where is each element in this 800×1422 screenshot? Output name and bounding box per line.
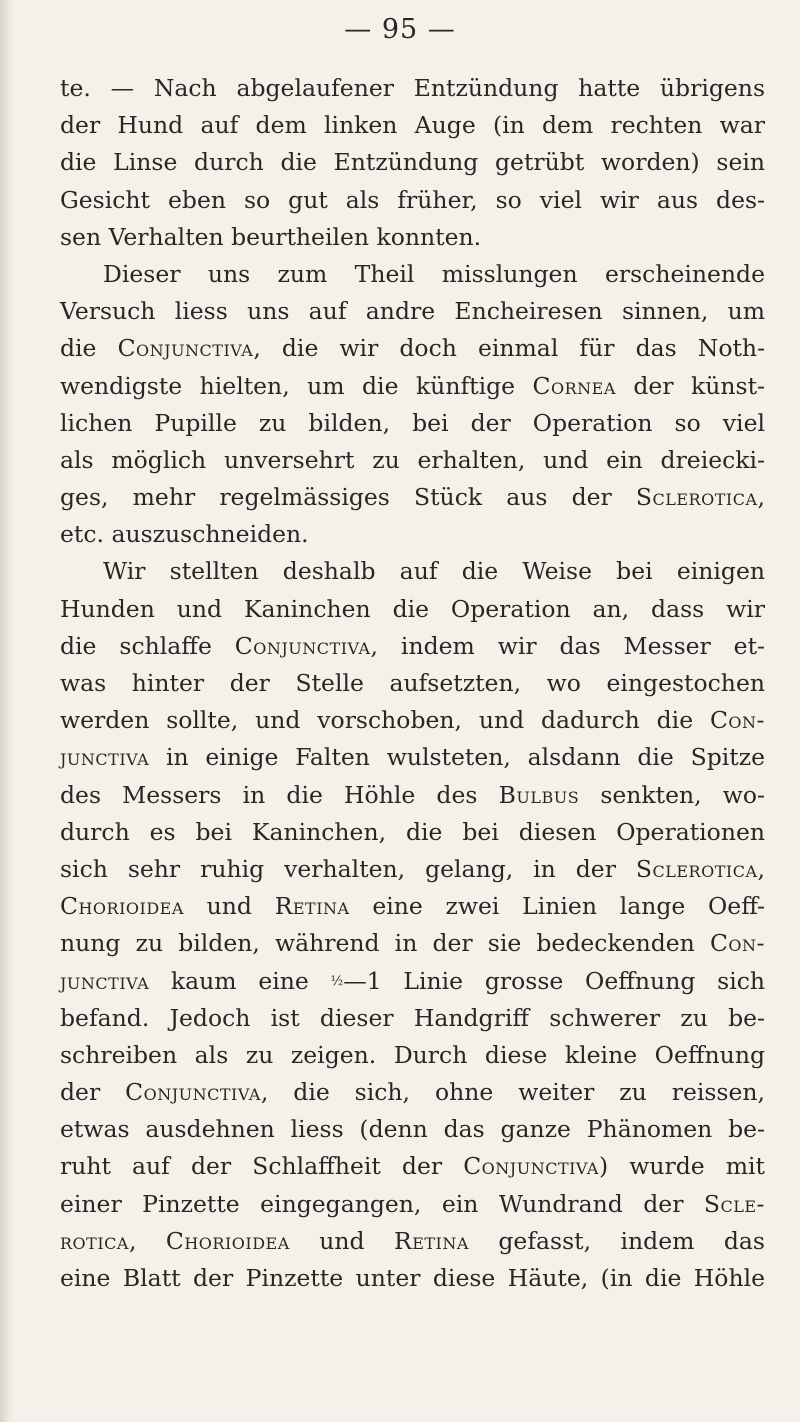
anatomical-term: Cornea (532, 371, 616, 400)
page-number: — 95 — (344, 14, 456, 45)
text-line (60, 628, 765, 665)
anatomical-term: Sclerotica (635, 854, 758, 883)
text-run: wendigste hielten, um die künftige (60, 371, 533, 400)
anatomical-term: Conjunctiva (234, 631, 371, 660)
text-run: Gesicht eben so gut als früher, so viel wir aus des- (60, 185, 765, 214)
text-line (60, 516, 765, 553)
text-run: Hunden und Kaninchen die Operation an, dass wir (60, 594, 765, 623)
text-line (60, 851, 765, 888)
text-run: —1 Linie grosse Oeffnung sich (343, 966, 765, 995)
text-run: , die wir doch einmal für das Noth- (253, 334, 766, 363)
text-run: in einige Falten wulsteten, alsdann die Spitze (149, 743, 765, 772)
text-line (60, 1037, 765, 1074)
text-run: Wir stellten deshalb auf die Weise bei einigen (103, 557, 765, 586)
anatomical-term: Con- (709, 929, 765, 958)
text-run: eine zwei Linien lange Oeff- (349, 892, 765, 921)
text-run: die (60, 334, 118, 363)
text-run: senkten, wo- (579, 780, 765, 809)
text-line (60, 1074, 765, 1111)
page-gutter-shadow (0, 0, 14, 1422)
text-run: kaum eine (149, 966, 331, 995)
anatomical-term: junctiva (60, 966, 150, 995)
text-run: des Messers in die Höhle des (60, 780, 499, 809)
text-run: lichen Pupille zu bilden, bei der Operation so viel (60, 408, 765, 437)
text-run: , die sich, ohne weiter zu reissen, (260, 1078, 766, 1107)
text-run: eine Blatt der Pinzette unter diese Häute, (in die Höhle (60, 1264, 765, 1292)
anatomical-term: Chorioidea (60, 892, 184, 921)
text-line (60, 553, 765, 590)
text-run: die Linse durch die Entzündung getrübt worden) sein (60, 148, 765, 177)
text-line (60, 330, 765, 367)
text-line (60, 591, 765, 628)
anatomical-term: Retina (394, 1226, 469, 1255)
text-run: einer Pinzette eingegangen, ein Wundrand der (60, 1189, 704, 1218)
text-line (60, 702, 765, 739)
text-line (60, 665, 765, 702)
text-line (60, 925, 765, 962)
text-run: nung zu bilden, während in der sie bedeckenden (60, 929, 710, 958)
text-run: , indem wir das Messer et- (370, 631, 765, 660)
anatomical-term: junctiva (60, 743, 150, 772)
text-run: sen Verhalten beurtheilen konnten. (60, 222, 482, 251)
anatomical-term: Bulbus (498, 780, 580, 809)
text-run: und (183, 892, 275, 921)
text-run: Dieser uns zum Theil misslungen erscheinende (103, 259, 765, 288)
text-line (60, 293, 765, 330)
anatomical-term: Sclerotica (635, 483, 758, 512)
anatomical-term: Conjunctiva (463, 1152, 599, 1181)
text-line (60, 70, 765, 107)
text-line (60, 144, 765, 181)
text-line (60, 1111, 765, 1148)
text-run: , (757, 854, 765, 883)
text-line (60, 219, 765, 256)
text-line (60, 256, 765, 293)
text-run: gefasst, indem das (468, 1226, 765, 1255)
text-run: te. — Nach abgelaufener Entzündung hatte übrigens (60, 74, 765, 102)
text-run: der Hund auf dem linken Auge (in dem rechten war (60, 111, 765, 140)
text-line (60, 963, 765, 1000)
text-run: Versuch liess uns auf andre Encheiresen sinnen, um (60, 297, 765, 326)
anatomical-term: Retina (274, 892, 350, 921)
body-text (60, 70, 765, 1297)
text-run: was hinter der Stelle aufsetzten, wo eingestochen (60, 669, 765, 697)
text-line (60, 479, 765, 516)
text-run: ) wurde mit (598, 1152, 765, 1181)
text-line (60, 739, 765, 776)
text-run: , (128, 1226, 166, 1255)
text-run: ges, mehr regelmässiges Stück aus der (60, 483, 636, 512)
text-run: etc. auszuschneiden. (60, 520, 309, 549)
anatomical-term: Conjunctiva (117, 334, 254, 363)
text-line (60, 182, 765, 219)
text-run: der (60, 1078, 126, 1107)
text-line (60, 368, 765, 405)
text-line (60, 442, 765, 479)
anatomical-term: Conjunctiva (125, 1078, 261, 1107)
text-line (60, 1186, 765, 1223)
text-line (60, 405, 765, 442)
anatomical-term: Chorioidea (165, 1226, 290, 1255)
text-run: schreiben als zu zeigen. Durch diese kleine Oeffnung (60, 1040, 765, 1069)
text-run: werden sollte, und vorschoben, und dadurch die (60, 706, 710, 735)
text-line (60, 814, 765, 851)
text-run: der künst- (615, 371, 765, 400)
anatomical-term: rotica (60, 1226, 129, 1255)
text-run: durch es bei Kaninchen, die bei diesen Operationen (60, 817, 765, 846)
text-line (60, 1223, 765, 1260)
text-run: , (757, 483, 765, 512)
text-line (60, 107, 765, 144)
text-run: etwas ausdehnen liess (denn das ganze Phänomen be- (60, 1115, 765, 1144)
text-line (60, 888, 765, 925)
anatomical-term: Con- (709, 706, 765, 735)
text-run: sich sehr ruhig verhalten, gelang, in der (60, 854, 636, 883)
text-line (60, 1260, 765, 1297)
text-run: als möglich unversehrt zu erhalten, und ein dreiecki- (60, 445, 765, 474)
fraction: ½ (330, 973, 344, 989)
text-run: die schlaffe (60, 631, 235, 660)
text-run: befand. Jedoch ist dieser Handgriff schwerer zu be- (60, 1003, 765, 1032)
text-line (60, 777, 765, 814)
anatomical-term: Scle- (703, 1189, 765, 1218)
text-run: und (289, 1226, 395, 1255)
text-run: ruht auf der Schlaffheit der (60, 1152, 464, 1181)
text-line (60, 1148, 765, 1185)
text-line (60, 1000, 765, 1037)
